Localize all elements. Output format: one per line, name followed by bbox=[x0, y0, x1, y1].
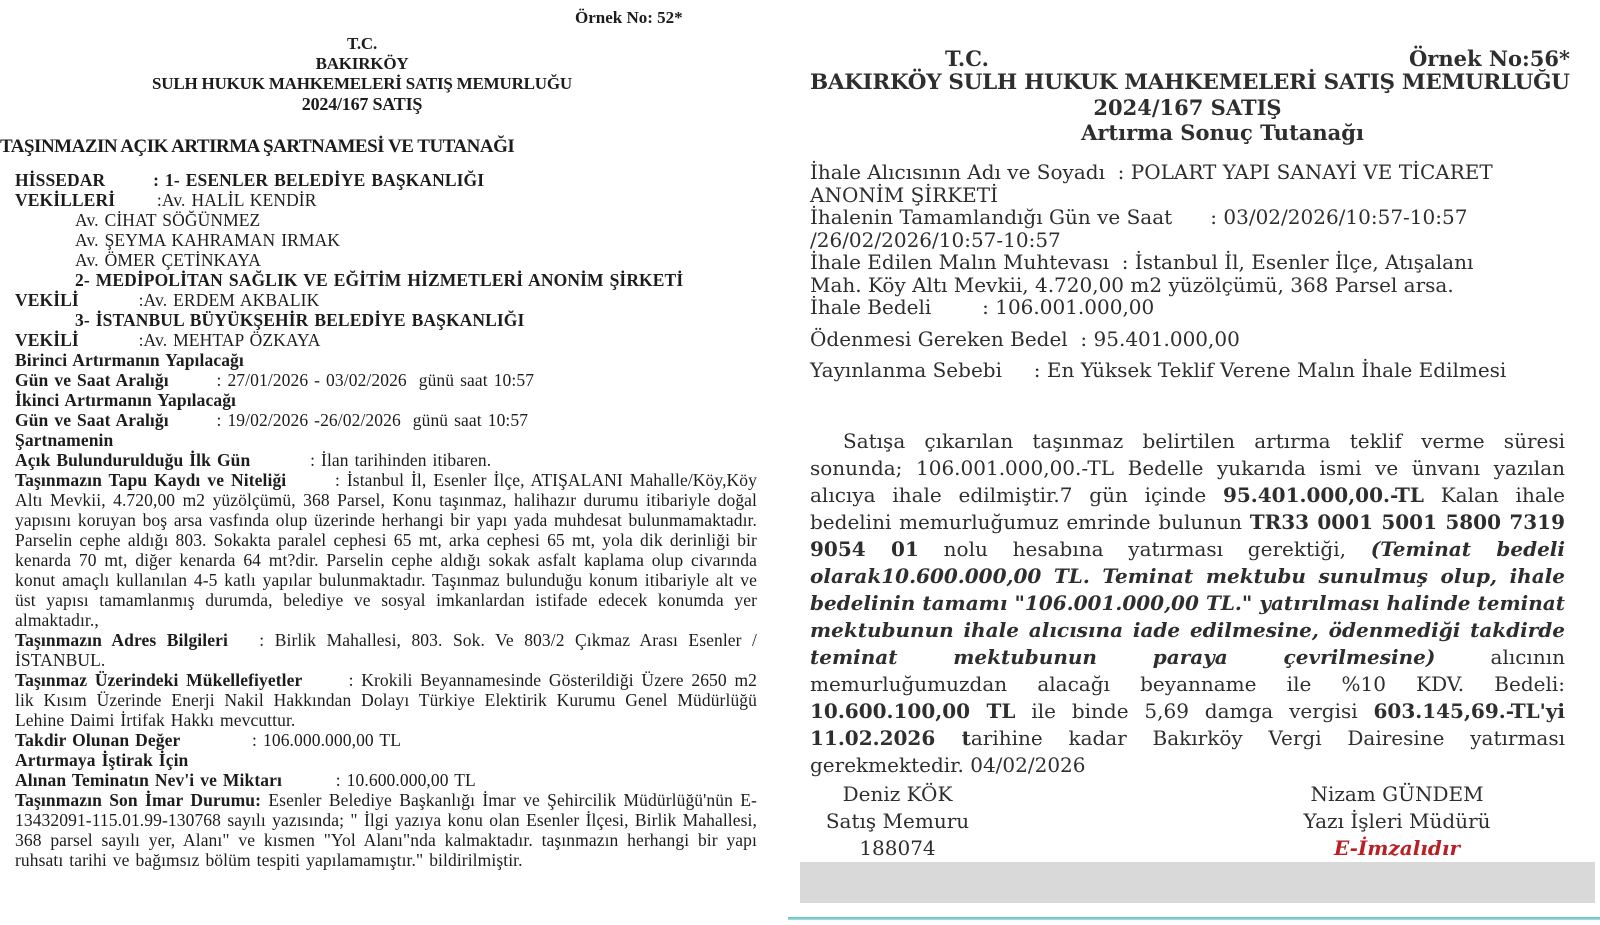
signer-title: Satış Memuru bbox=[825, 808, 970, 833]
field-line: İhale Alıcısının Adı ve Soyadı : POLART YAPI SANAYİ VE TİCARET bbox=[810, 160, 1493, 184]
field-line: İhale Edilen Malın Muhtevası : İstanbul İl, Esenler İlçe, Atışalanı bbox=[810, 250, 1474, 274]
doc-paragraph-mukellefiyet: Taşınmaz Üzerindeki Mükellefiyetler : Krokili Beyannamesinde Gösterildiği Üzere 2650 m2 lik Kısım Üzerinde Enerji Nakil Hakkından Dolayı Türkiye Elektirik Kurumu Genel Müdürlüğü Lehine Daimi İrtifak Hakkı mevcuttur. bbox=[15, 670, 758, 730]
header-row-right bbox=[810, 46, 1570, 71]
bottom-teal-divider bbox=[788, 917, 1600, 920]
doc-line: VEKİLİ :Av. ERDEM AKBALIK bbox=[15, 290, 320, 310]
court-header-right: BAKIRKÖY SULH HUKUK MAHKEMELERİ SATIŞ MEMURLUĞU bbox=[810, 70, 1570, 95]
signer-name: Deniz KÖK bbox=[842, 781, 953, 806]
auction-result-paragraph: Satışa çıkarılan taşınmaz belirtilen artırma teklif verme süresi sonunda; 106.001.000,00.-TL Bedelle yukarıda ismi ve ünvanı yazılan alıcıya ihale edilmiştir.7 gün içinde 95.401.000,00.-TL Kalan ihale bedelini memurluğumuz emrinde bulunun TR33 0001 5001 5800 7319 9054 01 nolu hesabına yatırması gerektiği, (Teminat bedeli olarak10.600.000,00 TL. Teminat mektubu sunulmuş olup, ihale bedelinin tamamı "106.001.000,00 TL." yatırılması halinde teminat mektubunun ihale alıcısına iade edilmesine, ödenmediği takdirde teminat mektubunun paraya çevrilmesine) alıcının memurluğumuzdan alacağı beyanname ile %10 KDV. Bedeli: 10.600.100,00 TL ile binde 5,69 damga vergisi 603.145,69.-TL'yi 11.02.2026 tarihine kadar Bakırköy Vergi Dairesine yatırması gerekmektedir. 04/02/2026 bbox=[810, 428, 1565, 777]
doc-line: Birinci Artırmanın Yapılacağı bbox=[15, 350, 244, 370]
doc-line: 2- MEDİPOLİTAN SAĞLIK VE EĞİTİM HİZMETLERİ ANONİM ŞİRKETİ bbox=[75, 270, 684, 290]
field-line: ANONİM ŞİRKETİ bbox=[810, 182, 999, 207]
field-line: İhale Bedeli : 106.001.000,00 bbox=[810, 295, 1155, 319]
header-tc: T.C. bbox=[945, 46, 989, 71]
header-office: SULH HUKUK MAHKEMELERİ SATIŞ MEMURLUĞU bbox=[152, 74, 572, 93]
ornek-no-left: Örnek No: 52* bbox=[575, 8, 683, 27]
case-number-right: 2024/167 SATIŞ bbox=[1093, 95, 1282, 120]
document-title-left: TAŞINMAZIN AÇIK ARTIRMA ŞARTNAMESİ VE TUTANAĞI bbox=[0, 136, 515, 157]
document-page-right bbox=[775, 0, 1600, 925]
field-line: İhalenin Tamamlandığı Gün ve Saat : 03/02/2026/10:57-10:57 bbox=[810, 205, 1468, 229]
doc-line: HİSSEDAR : 1- ESENLER BELEDİYE BAŞKANLIĞI bbox=[15, 170, 485, 190]
doc-paragraph-tapu: Taşınmazın Tapu Kaydı ve Niteliği : İstanbul İl, Esenler İlçe, ATIŞALANI Mahalle/Köy,Köy Altı Mevkii, 4.720,00 m2 yüzölçümü, 368 Parsel, Konu taşınmaz, halihazır durumu itibariyle doğal yapısını koruyan boş arsa vasfında olup üzerinde herhangi bir yapı yada muhdesat bulunmamaktadır. Parselin cephe aldığı 803. Sokakta paralel cephesi 65 mt, arka cephesi 65 mt, yola dik derinliği bir kenarda 70 mt, diğer kenarda 64 mt?dir. Parselin cephe aldığı sokak asfalt kaplama olup civarında konut amaçlı kullanılan 4-5 katlı yapılar bulunmaktadır. Taşınmaz bulunduğu konum itibariyle alt ve üst yapısı tamamlanmış durumda, belediye ve sosyal imkanlardan istifade edecek konumda yer almaktadır., bbox=[15, 470, 757, 630]
auction-result-fields bbox=[810, 161, 1565, 382]
doc-line: Av. ŞEYMA KAHRAMAN IRMAK bbox=[75, 230, 341, 250]
doc-line: 3- İSTANBUL BÜYÜKŞEHİR BELEDİYE BAŞKANLIĞI bbox=[75, 310, 525, 330]
doc-line: Gün ve Saat Aralığı : 27/01/2026 - 03/02/2026 günü saat 10:57 bbox=[15, 370, 535, 390]
doc-line: Takdir Olunan Değer : 106.000.000,00 TL bbox=[15, 730, 402, 750]
ornek-no-right: Örnek No:56* bbox=[1408, 46, 1570, 71]
field-line: Ödenmesi Gereken Bedel : 95.401.000,00 bbox=[810, 326, 1240, 351]
doc-paragraph-adres: Taşınmazın Adres Bilgileri : Birlik Mahallesi, 803. Sok. Ve 803/2 Çıkmaz Arası Esenler / İSTANBUL. bbox=[15, 630, 758, 670]
doc-line: Av. CİHAT SÖĞÜNMEZ bbox=[75, 210, 261, 230]
bottom-gray-bar bbox=[800, 862, 1595, 903]
doc-line: Alınan Teminatın Nev'i ve Miktarı : 10.600.000,00 TL bbox=[15, 770, 476, 790]
doc-line: Şartnamenin bbox=[15, 430, 114, 450]
doc-line: İkinci Artırmanın Yapılacağı bbox=[15, 390, 237, 410]
doc-line: Açık Bulundurulduğu İlk Gün : İlan tarihinden itibaren. bbox=[15, 450, 492, 470]
doc-paragraph-imar: Taşınmazın Son İmar Durumu: Esenler Belediye Başkanlığı İmar ve Şehircilik Müdürlüğü'nün E-13432091-115.01.99-130768 sayılı yazısında; " İlgi yazıya konu olan Esenler İlçesi, Birlik Mahallesi, 368 parsel sayılı yer, Alanı" ve kısmen "Yol Alanı"nda kalmaktadır. taşınmazın herhangi bir yapı ruhsatı tarihi ve bağımsız bölüm tespiti yapılamamıştır." bildirilmiştir. bbox=[15, 790, 757, 870]
doc-line: Artırmaya İştirak İçin bbox=[15, 750, 189, 770]
signer-title: Yazı İşleri Müdürü bbox=[1303, 808, 1491, 833]
doc-line: VEKİLLERİ :Av. HALİL KENDİR bbox=[15, 190, 317, 210]
doc-line: Av. ÖMER ÇETİNKAYA bbox=[75, 250, 261, 270]
e-signature-label: E-İmzalıdır bbox=[1333, 835, 1461, 860]
court-header-left bbox=[0, 34, 724, 114]
signature-clerk-manager bbox=[1297, 781, 1497, 862]
doc-line: VEKİLİ :Av. MEHTAP ÖZKAYA bbox=[15, 330, 321, 350]
header-tc: T.C. bbox=[346, 34, 378, 53]
doc-line: Gün ve Saat Aralığı : 19/02/2026 -26/02/2026 günü saat 10:57 bbox=[15, 410, 529, 430]
signer-name: Nizam GÜNDEM bbox=[1310, 781, 1484, 806]
field-line: /26/02/2026/10:57-10:57 bbox=[810, 227, 1061, 252]
document-page-left bbox=[0, 0, 775, 925]
header-city: BAKIRKÖY bbox=[315, 54, 409, 73]
document-title-right: Artırma Sonuç Tutanağı bbox=[1081, 120, 1364, 145]
field-line: Yayınlanma Sebebi : En Yüksek Teklif Verene Malın İhale Edilmesi bbox=[810, 358, 1507, 382]
case-number-left: 2024/167 SATIŞ bbox=[301, 94, 423, 114]
document-body-left bbox=[15, 170, 757, 870]
signer-registry-number: 188074 bbox=[859, 835, 936, 860]
field-line: Mah. Köy Altı Mevkii, 4.720,00 m2 yüzölçümü, 368 Parsel arsa. bbox=[810, 272, 1454, 297]
